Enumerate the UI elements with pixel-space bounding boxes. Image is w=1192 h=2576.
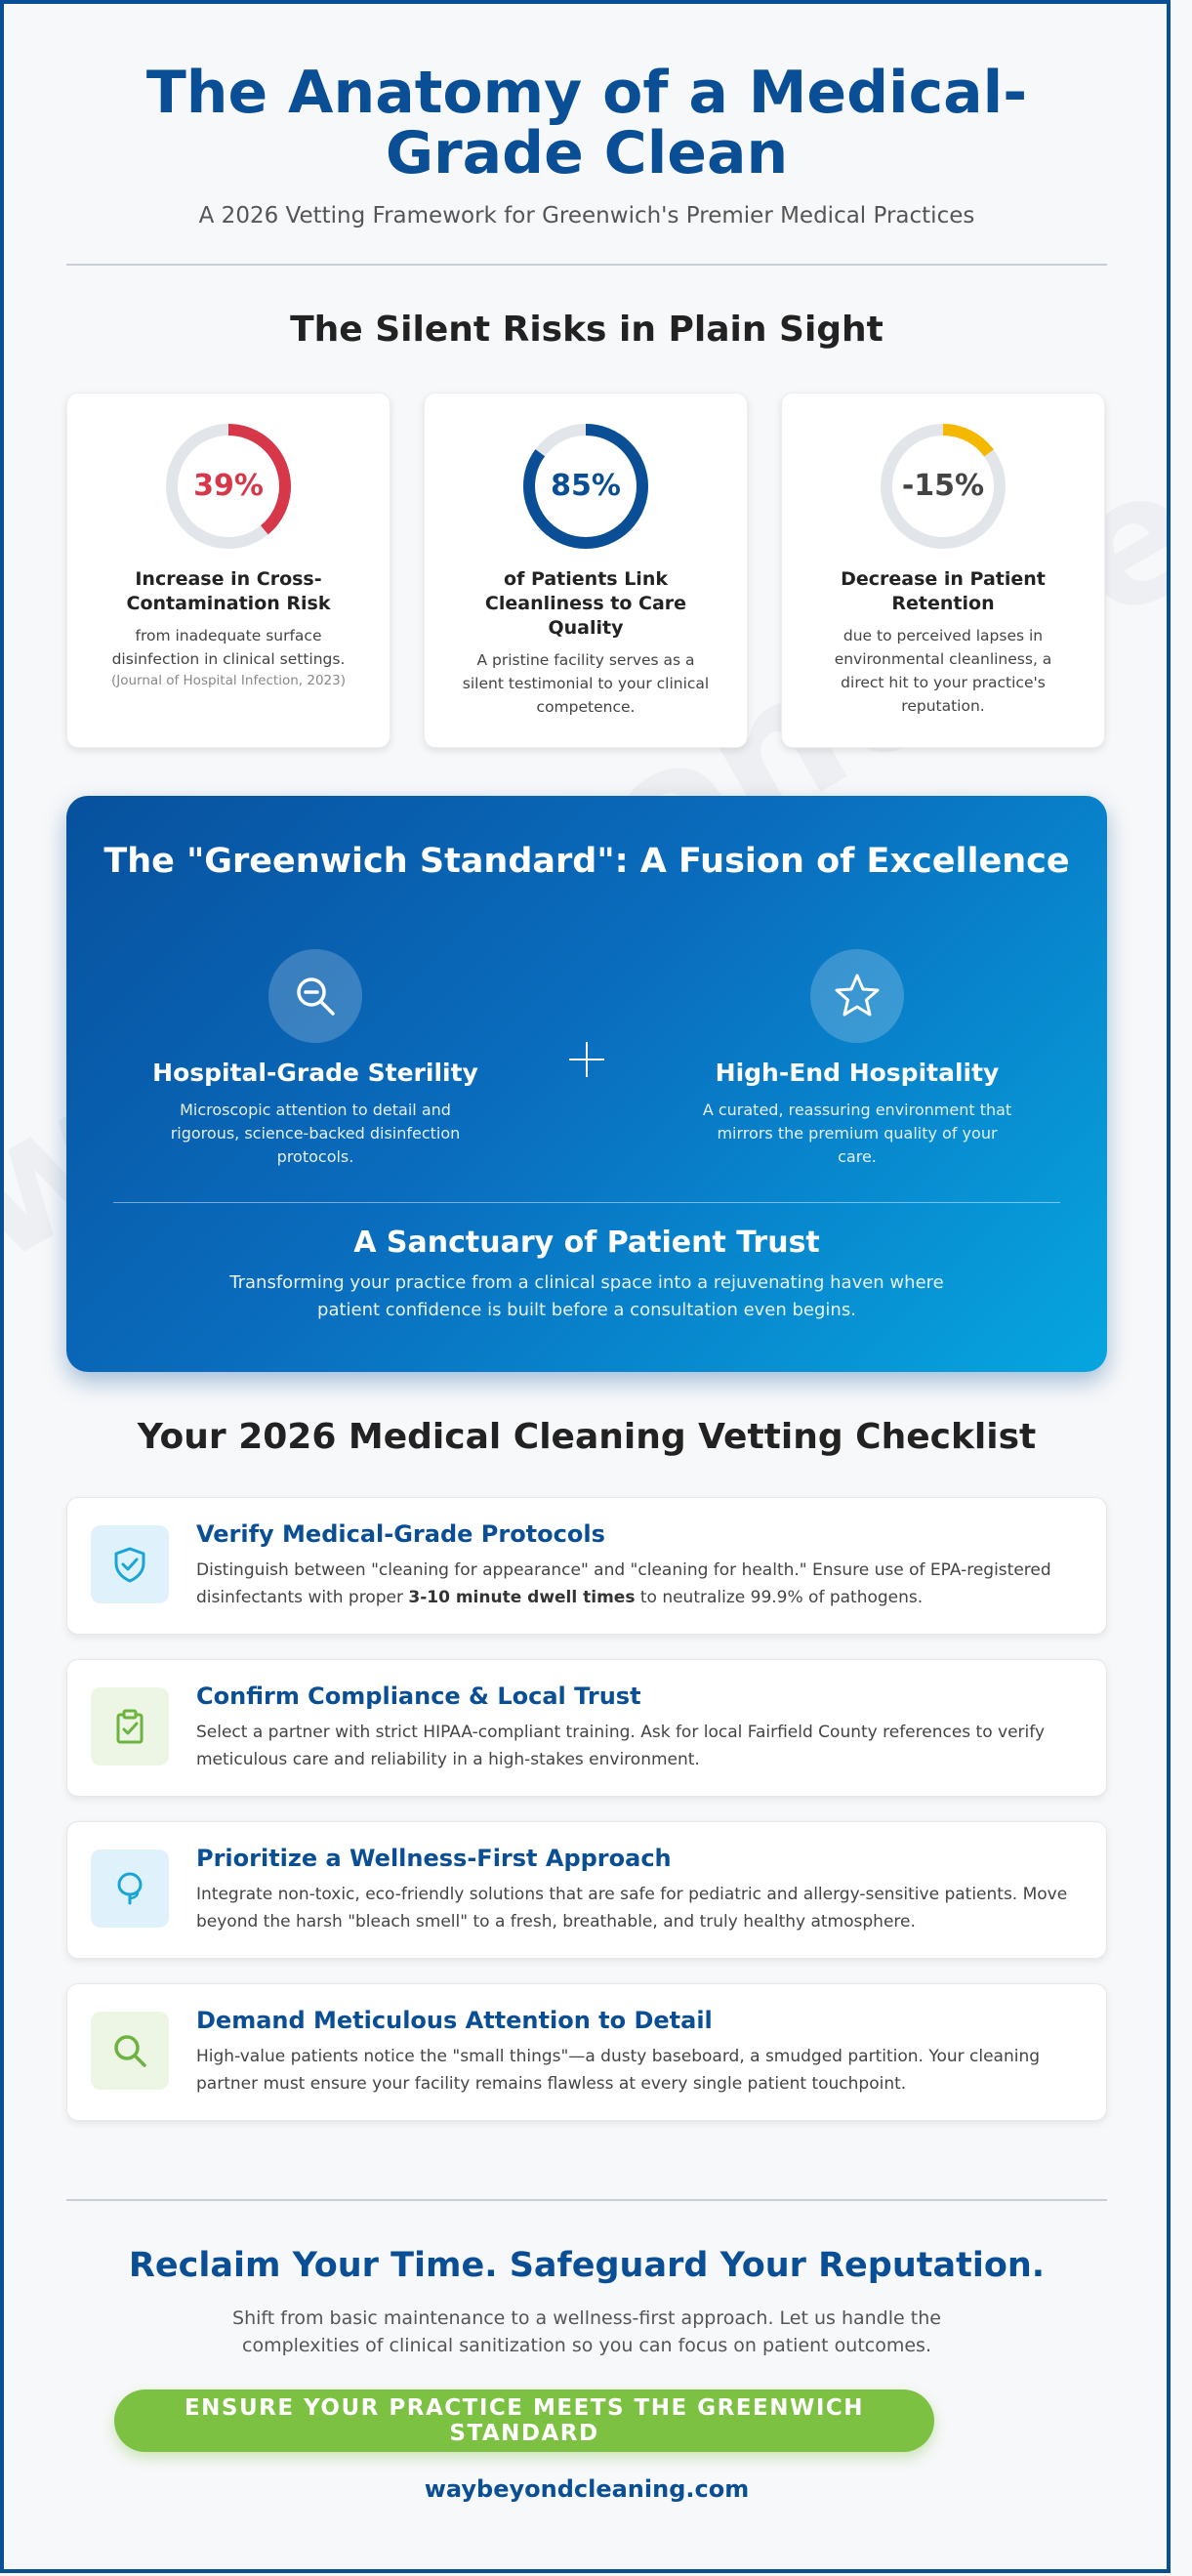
leaf-drop-icon: [91, 1849, 169, 1928]
panel-divider: [113, 1202, 1060, 1203]
donut-chart: [522, 423, 649, 550]
pillar-description: A curated, reassuring environment that mirrors the premium quality of your care.: [702, 1101, 1012, 1166]
cta-description: Shift from basic maintenance to a wellness-first approach. Let us handle the complexities of clinical sanitization so you can focus on patient outcomes.: [232, 2307, 941, 2356]
checklist-item-title: Prioritize a Wellness-First Approach: [196, 1845, 672, 1872]
panel-title: The "Greenwich Standard": A Fusion of Excellence: [103, 842, 1070, 881]
checklist-item: [66, 1983, 1107, 2121]
page-subtitle: A 2026 Vetting Framework for Greenwich's Premier Medical Practices: [198, 203, 975, 229]
risks-heading: The Silent Risks in Plain Sight: [290, 310, 884, 350]
checklist-heading: Your 2026 Medical Cleaning Vetting Checklist: [137, 1417, 1037, 1457]
pillar-description: Microscopic attention to detail and rigorous, science-backed disinfection protocols.: [170, 1101, 461, 1166]
stat-label: Increase in Cross-Contamination Risk: [126, 568, 331, 614]
cta-heading: Reclaim Your Time. Safeguard Your Reputation.: [128, 2246, 1046, 2285]
stat-value: 85%: [551, 469, 621, 503]
stat-card: [424, 393, 748, 748]
stat-description: A pristine facility serves as a silent testimonial to your clinical competence.: [462, 651, 710, 716]
panel-subtitle-description: Transforming your practice from a clinical space into a rejuvenating haven where patient confidence is built before a consultation even begins.: [229, 1272, 944, 1320]
divider: [66, 2199, 1107, 2201]
checklist-item: [66, 1821, 1107, 1959]
checklist-item: [66, 1659, 1107, 1797]
star-icon: [810, 949, 904, 1043]
checklist-item-title: Demand Meticulous Attention to Detail: [196, 2007, 713, 2034]
checklist-item-description: Integrate non-toxic, eco-friendly solutions that are safe for pediatric and allergy-sensitive patients. Move beyond the harsh "bleach smell" to a fresh, breathable, and truly healthy atmosphere.: [196, 1885, 1068, 1932]
cta-button[interactable]: ENSURE YOUR PRACTICE MEETS THE GREENWICH STANDARD: [114, 2389, 934, 2452]
checklist-item-title: Confirm Compliance & Local Trust: [196, 1683, 641, 1710]
checklist-item-title: Verify Medical-Grade Protocols: [196, 1520, 605, 1548]
stat-card: [781, 393, 1105, 748]
page-title: The Anatomy of a Medical-Grade Clean: [145, 59, 1028, 187]
pillar-title: Hospital-Grade Sterility: [152, 1059, 478, 1087]
plus-icon: [567, 1040, 606, 1079]
stat-label: Decrease in Patient Retention: [841, 568, 1046, 614]
shield-check-icon: [91, 1525, 169, 1603]
clipboard-check-icon: [91, 1687, 169, 1766]
stat-card: [66, 393, 390, 748]
magnify-minus-icon: [268, 949, 362, 1043]
stat-description: due to perceived lapses in environmental cleanliness, a direct hit to your practice's reputation.: [834, 627, 1052, 715]
donut-chart: [880, 423, 1007, 550]
pillar-sterility: [140, 949, 491, 1169]
pillar-hospitality: [681, 949, 1033, 1169]
stat-description: from inadequate surface disinfection in clinical settings.: [111, 627, 346, 668]
checklist-item: [66, 1497, 1107, 1635]
stat-value: 39%: [193, 469, 264, 503]
checklist-item-description: Distinguish between "cleaning for appearance" and "cleaning for health." Ensure use of EPA-registered disinfectants with proper 3-10 minute dwell times to neutralize 99.9% of pathogens.: [196, 1560, 1051, 1607]
stat-value: -15%: [901, 469, 985, 503]
stat-label: of Patients Link Cleanliness to Care Quality: [484, 568, 687, 639]
greenwich-standard-panel: [66, 796, 1107, 1372]
checklist-item-description: Select a partner with strict HIPAA-compliant training. Ask for local Fairfield County references to verify meticulous care and reliability in a high-stakes environment.: [196, 1723, 1046, 1769]
stats-row: [66, 393, 1107, 748]
website-link[interactable]: waybeyondcleaning.com: [424, 2475, 750, 2503]
panel-subtitle: A Sanctuary of Patient Trust: [353, 1226, 820, 1260]
donut-chart: [165, 423, 292, 550]
search-icon: [91, 2012, 169, 2090]
divider: [66, 264, 1107, 266]
checklist-item-description: High-value patients notice the "small things"—a dusty baseboard, a smudged partition. Your cleaning partner must ensure your facility remains flawless at every single patient touchpoint.: [196, 2047, 1041, 2094]
pillar-title: High-End Hospitality: [715, 1059, 1000, 1087]
stat-citation: (Journal of Hospital Infection, 2023): [110, 673, 346, 688]
checklist: [66, 1497, 1107, 2145]
